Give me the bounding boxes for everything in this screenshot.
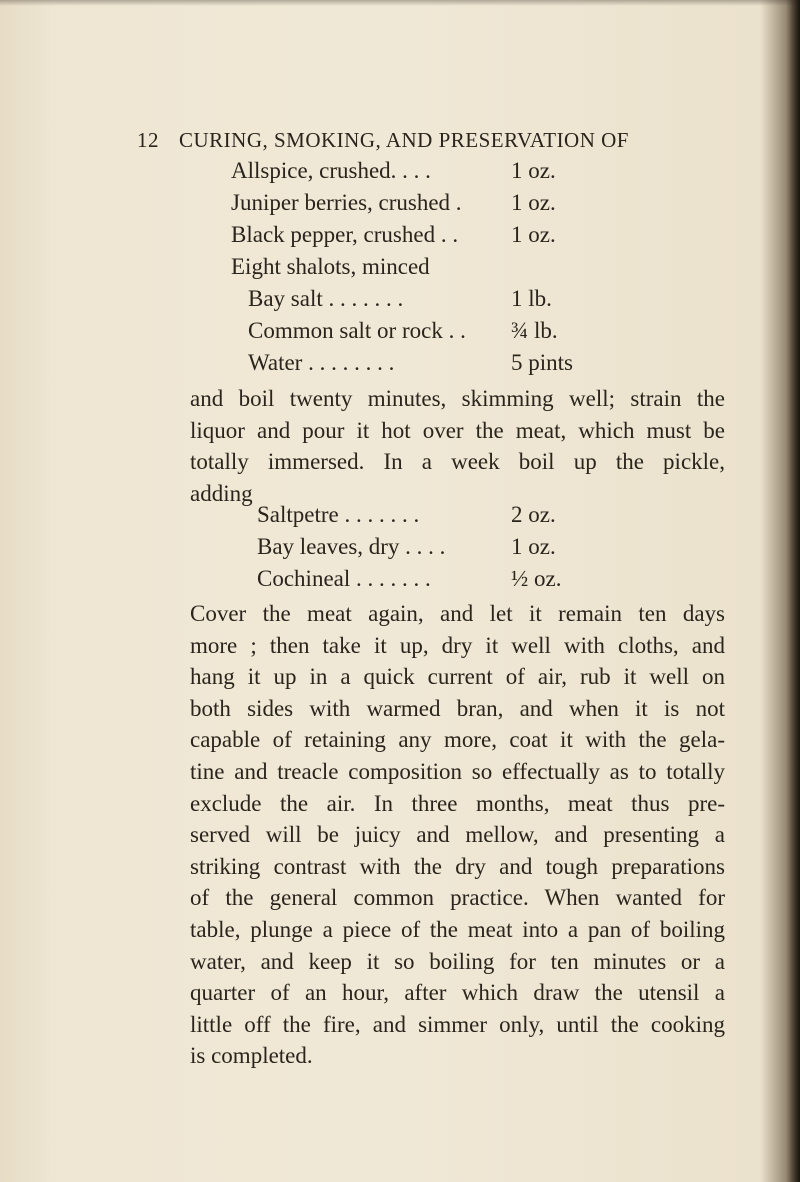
page-number: 12 [137, 128, 159, 152]
ingredient-row [231, 254, 430, 280]
text-line: striking contrast with the dry and tough preparations [190, 853, 725, 879]
text-line: liquor and pour it hot over the meat, which must be [190, 417, 725, 443]
text-line: exclude the air. In three months, meat thus pre- [190, 790, 725, 816]
ingredient-amount: 5 pints [511, 350, 573, 375]
ingredient-row [257, 534, 556, 560]
ingredient-amount: 1 oz. [511, 222, 556, 247]
ingredient-row [248, 318, 558, 344]
text-line: capable of retaining any more, coat it with the gela- [190, 727, 725, 753]
ingredient-amount: 1 oz. [511, 190, 556, 215]
ingredient-name: Eight shalots, minced [231, 254, 430, 279]
text-line: and boil twenty minutes, skimming well; strain the [190, 386, 725, 411]
text-line: quarter of an hour, after which draw the utensil a [190, 980, 725, 1006]
ingredient-name: Water . . . . . . . . [248, 350, 395, 375]
body-paragraph [190, 598, 725, 1072]
text-line: Cover the meat again, and let it remain ten days [190, 601, 725, 626]
ingredient-name: Allspice, crushed. . . . [231, 158, 431, 183]
ingredient-amount: 1 lb. [511, 286, 552, 311]
ingredient-name: Bay leaves, dry . . . . [257, 534, 446, 559]
ingredient-amount: ½ oz. [511, 566, 562, 591]
text-line: little off the fire, and simmer only, until the cooking [190, 1011, 725, 1037]
page-top-shadow [0, 0, 800, 6]
ingredient-name: Juniper berries, crushed . [231, 190, 462, 215]
ingredient-row [248, 286, 552, 312]
ingredient-row [231, 158, 556, 184]
ingredient-amount: 2 oz. [511, 502, 556, 527]
text-line: both sides with warmed bran, and when it is not [190, 695, 725, 721]
text-line: hang it up in a quick current of air, rub it well on [190, 664, 725, 690]
text-line: adding [190, 480, 253, 506]
text-line: served will be juicy and mellow, and presenting a [190, 822, 725, 848]
ingredient-name: Saltpetre . . . . . . . [257, 502, 420, 527]
running-title: CURING, SMOKING, AND PRESERVATION OF [179, 128, 629, 152]
text-line: of the general common practice. When wanted for [190, 885, 725, 911]
body-paragraph [190, 383, 725, 509]
ingredient-name: Common salt or rock . . [248, 318, 466, 343]
running-head [137, 128, 697, 153]
text-line: more ; then take it up, dry it well with cloths, and [190, 632, 725, 658]
ingredient-row [248, 350, 573, 376]
text-line: tine and treacle composition so effectually as to totally [190, 758, 725, 784]
ingredient-name: Black pepper, crushed . . [231, 222, 459, 247]
ingredient-name: Bay salt . . . . . . . [248, 286, 404, 311]
ingredient-row [231, 222, 556, 248]
ingredient-amount: 1 oz. [511, 534, 556, 559]
ingredient-row [257, 566, 562, 592]
ingredient-amount: ¾ lb. [511, 318, 558, 343]
ingredient-row [231, 190, 556, 216]
text-line: is completed. [190, 1043, 313, 1069]
ingredient-row [257, 502, 556, 528]
page-gutter-shadow [786, 0, 800, 1182]
ingredient-amount: 1 oz. [511, 158, 556, 183]
text-line: water, and keep it so boiling for ten minutes or a [190, 948, 725, 974]
ingredient-name: Cochineal . . . . . . . [257, 566, 431, 591]
text-line: table, plunge a piece of the meat into a pan of boiling [190, 916, 725, 942]
text-line: totally immersed. In a week boil up the pickle, [190, 449, 725, 475]
